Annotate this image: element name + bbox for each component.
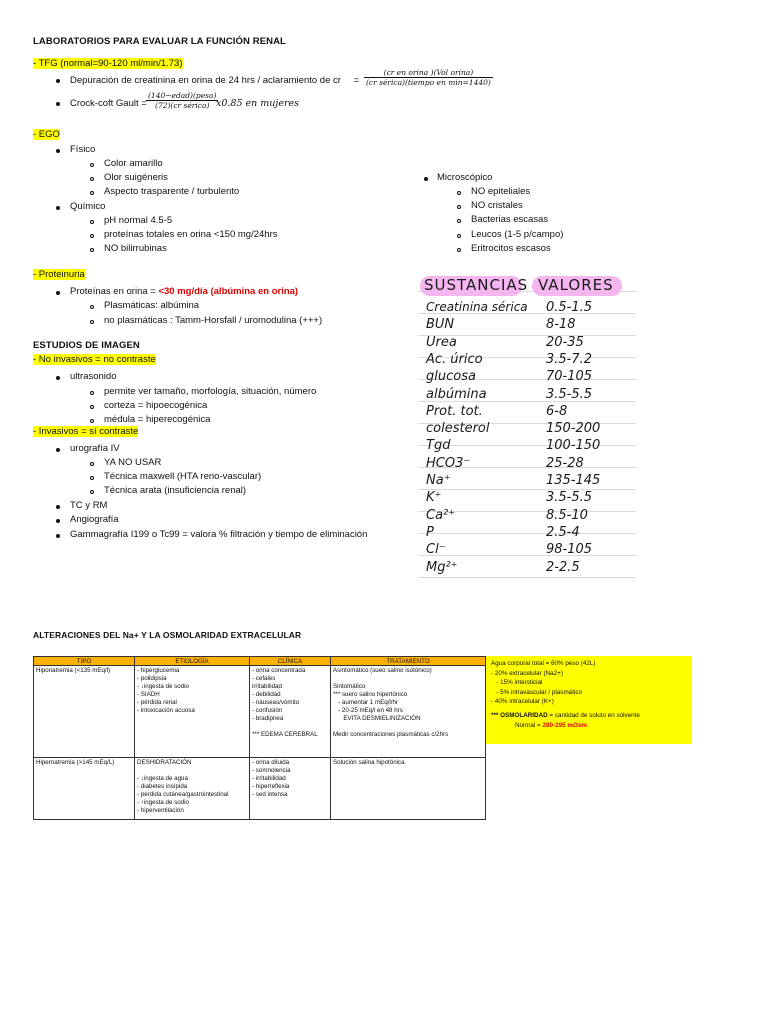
bullet bbox=[56, 79, 60, 83]
section-title-na: ALTERACIONES DEL Na+ Y LA OSMOLARIDAD EXTRACELULAR bbox=[33, 630, 302, 640]
proteinuria-item: no plasmáticas : Tamm-Horsfall / uromodulina (+++) bbox=[104, 315, 323, 326]
imagen-other: TC y RM bbox=[70, 500, 108, 511]
col-header: TRATAMIENTO bbox=[331, 657, 486, 666]
note-line: *** OSMOLARIDAD = cantidad de soluto en solvente bbox=[491, 711, 640, 719]
cell-line: - ↓ingesta de agua bbox=[137, 775, 188, 782]
micro-label: Microscópico bbox=[437, 172, 493, 183]
cockcroft-gault-label: Crock-coft Gault = bbox=[70, 98, 147, 109]
cell-line: - bradipnea bbox=[252, 715, 284, 722]
hw-substance: BUN bbox=[426, 317, 455, 333]
hw-value: 98-105 bbox=[546, 542, 593, 558]
imagen-other: Gammagrafía I199 o Tc99 = valora % filtración y tiempo de eliminación bbox=[70, 529, 368, 540]
note-line: - 40% intracelular (K+) bbox=[491, 698, 554, 706]
cell-line: DESHIDRATACIÓN bbox=[137, 759, 192, 766]
sub-bullet bbox=[90, 177, 94, 181]
sub-bullet bbox=[457, 234, 461, 238]
cell-line: EVITA DESMIELINIZACIÓN bbox=[333, 715, 421, 722]
cell-line: - intoxicación acuosa bbox=[137, 707, 195, 714]
hw-substance: Na⁺ bbox=[426, 473, 451, 488]
cell-line: - polidipsia bbox=[137, 675, 167, 682]
micro-item: NO epiteliales bbox=[471, 186, 531, 197]
cell-line: - 20-25 mEq/l en 48 hrs bbox=[333, 707, 403, 714]
cell-line: Asintomático (sueo salino isotónico) bbox=[333, 667, 432, 674]
cell-line: *** EDEMA CEREBRAL bbox=[252, 731, 318, 738]
cell-line: - sed intensa bbox=[252, 791, 288, 798]
cell-line: - orina concentrada bbox=[252, 667, 306, 674]
ultrasonido-label: ultrasonido bbox=[70, 371, 117, 382]
bullet bbox=[56, 206, 60, 210]
sub-bullet bbox=[90, 462, 94, 466]
quimico-label: Químico bbox=[70, 201, 106, 212]
hw-value: 0.5-1.5 bbox=[546, 300, 593, 315]
hw-substance: K⁺ bbox=[426, 490, 442, 506]
sodium-alterations-table bbox=[33, 656, 486, 820]
hw-substance: Cl⁻ bbox=[426, 542, 446, 558]
cell-line bbox=[137, 767, 247, 775]
col-header: TIPO bbox=[34, 657, 135, 666]
hw-substance: Ca²⁺ bbox=[426, 507, 456, 523]
section-title-imagen: ESTUDIOS DE IMAGEN bbox=[33, 340, 140, 351]
cell-line: Medir concentraciones plasmáticas c/2hrs bbox=[333, 731, 449, 738]
tfg-heading: - TFG (normal=90-120 ml/min/1.73) bbox=[33, 58, 183, 69]
hw-value: 8.5-10 bbox=[546, 507, 588, 523]
cell-line: - ↓ingesta de sodio bbox=[137, 683, 189, 690]
handwritten-lab-values-photo bbox=[418, 270, 636, 580]
us-item: médula = hiperecogénica bbox=[104, 414, 211, 425]
cell-line: - orina diluida bbox=[252, 759, 290, 766]
cell-line: - confusión bbox=[252, 707, 283, 714]
cell-line: - ↑ingesta de sodio bbox=[137, 799, 189, 806]
hw-value: 20-35 bbox=[546, 334, 584, 350]
hw-substance: Ac. úrico bbox=[426, 351, 483, 367]
cell-line bbox=[252, 723, 328, 731]
hw-substance: Tgd bbox=[426, 438, 451, 454]
hw-value: 25-28 bbox=[546, 455, 584, 471]
sub-bullet bbox=[90, 248, 94, 252]
hw-substance: glucosa bbox=[426, 369, 476, 385]
us-item: permite ver tamaño, morfología, situación, número bbox=[104, 386, 317, 397]
sub-bullet bbox=[90, 305, 94, 309]
cell-line: irritabilidad bbox=[252, 683, 282, 690]
micro-item: NO cristales bbox=[471, 200, 523, 211]
cell-line: - irritabilidad bbox=[252, 775, 286, 782]
urografia-label: urografía IV bbox=[70, 443, 120, 454]
us-item: corteza = hipoecogénica bbox=[104, 400, 208, 411]
bullet bbox=[424, 177, 428, 181]
cell-tipo: Hipernatremia (>145 mEq/L) bbox=[34, 758, 135, 820]
clearance-fraction: $\frac{\text{(cr en orina )(Vol orina)}}{\text{(cr sérica)(tiempo en min=1440)}}$ bbox=[366, 68, 491, 87]
cell-clinica bbox=[250, 758, 331, 820]
cell-line: Sintomático bbox=[333, 683, 366, 690]
cell-line bbox=[333, 723, 483, 731]
micro-item: Eritrocitos escasos bbox=[471, 243, 551, 254]
micro-item: Bacterias escasas bbox=[471, 214, 549, 225]
no-invasivos-heading: - No invasivos = no contraste bbox=[33, 354, 156, 365]
note-line: Normal = 280-295 mOsm bbox=[515, 721, 587, 729]
hw-substance: Mg²⁺ bbox=[426, 559, 458, 575]
cell-tratamiento bbox=[331, 666, 486, 758]
bullet bbox=[56, 448, 60, 452]
cell-line: - pérdida renal bbox=[137, 699, 177, 706]
sub-bullet bbox=[90, 490, 94, 494]
col-header: CLÍNICA bbox=[250, 657, 331, 666]
bullet bbox=[56, 102, 60, 106]
sub-bullet bbox=[90, 405, 94, 409]
uro-item: Técnica maxwell (HTA reno-vascular) bbox=[104, 471, 262, 482]
sub-bullet bbox=[457, 248, 461, 252]
cell-line: Solución salina hipotónica bbox=[333, 759, 405, 766]
bullet bbox=[56, 376, 60, 380]
note-line: Agua corporal total = 60% peso (42L) bbox=[491, 660, 596, 667]
bullet bbox=[56, 505, 60, 509]
sub-bullet bbox=[90, 191, 94, 195]
fisico-item: Aspecto trasparente / turbulento bbox=[104, 186, 240, 197]
uro-item: YA NO USAR bbox=[104, 457, 162, 468]
quimico-item: NO bilirrubinas bbox=[104, 243, 167, 254]
bullet bbox=[56, 534, 60, 538]
cockcroft-fraction: $\frac{\text{(140−edad)(peso)}}{\text{(72)(cr sérica)}}$ bbox=[148, 91, 217, 110]
cell-clinica bbox=[250, 666, 331, 758]
fisico-label: Físico bbox=[70, 144, 96, 155]
cell-line: - hiperventilación bbox=[137, 807, 184, 814]
bullet bbox=[56, 519, 60, 523]
cell-line: - debilidad bbox=[252, 691, 281, 698]
sub-bullet bbox=[90, 320, 94, 324]
quimico-item: pH normal 4.5-5 bbox=[104, 215, 173, 226]
cell-line: - pérdida cutánea/gastrointestinal bbox=[137, 791, 229, 798]
quimico-item: proteínas totales en orina <150 mg/24hrs bbox=[104, 229, 278, 240]
hw-substance: Urea bbox=[426, 334, 457, 350]
table-row bbox=[34, 666, 486, 758]
sub-bullet bbox=[90, 391, 94, 395]
sub-bullet bbox=[90, 419, 94, 423]
table-row bbox=[34, 758, 486, 820]
hw-value: 8-18 bbox=[546, 317, 576, 333]
cell-line: *** suero salino hipertónico bbox=[333, 691, 408, 698]
tfg-bullet-1: Depuración de creatinina en orina de 24 hrs / aclaramiento de cr = bbox=[70, 75, 360, 86]
hw-value: 3.5-5.5 bbox=[546, 490, 593, 506]
sub-bullet bbox=[90, 163, 94, 167]
hw-value: 100-150 bbox=[546, 438, 601, 454]
hw-value: 3.5-7.2 bbox=[546, 351, 593, 367]
fisico-item: Olor suigéneris bbox=[104, 172, 168, 183]
sub-bullet bbox=[90, 476, 94, 480]
invasivos-heading: - Invasivos = sí contraste bbox=[33, 426, 139, 437]
micro-item: Leucos (1-5 p/campo) bbox=[471, 229, 564, 240]
hw-value: 3.5-5.5 bbox=[546, 386, 593, 402]
hw-substance: P bbox=[426, 524, 434, 540]
hw-substance: Creatinina sérica bbox=[426, 300, 528, 314]
cell-line: - hiperreflexia bbox=[252, 783, 290, 790]
note-line: - 5% intravascular / plasmático bbox=[491, 688, 582, 696]
sub-bullet bbox=[90, 234, 94, 238]
uro-item: Técnica arata (insuficiencia renal) bbox=[104, 485, 247, 496]
imagen-other: Angiografía bbox=[70, 514, 119, 525]
hw-substance: HCO3⁻ bbox=[426, 455, 471, 471]
cell-etiologia bbox=[135, 758, 250, 820]
cell-line: - náuseas/vómito bbox=[252, 699, 300, 706]
section-title-renal: LABORATORIOS PARA EVALUAR LA FUNCIÓN RENAL bbox=[33, 36, 286, 47]
cell-line: - SIADH bbox=[137, 691, 160, 698]
fisico-item: Color amarillo bbox=[104, 158, 163, 169]
sub-bullet bbox=[457, 191, 461, 195]
cell-line bbox=[333, 675, 483, 683]
note-line: - 20% extracelular (Na2+) bbox=[491, 669, 563, 677]
bullet bbox=[56, 149, 60, 153]
ego-heading: - EGO bbox=[33, 129, 60, 140]
cell-line: - somnolencia bbox=[252, 767, 291, 774]
hw-substance: colesterol bbox=[426, 421, 490, 437]
hw-header-valores: VALORES bbox=[538, 276, 614, 294]
cell-line: - aumentar 1 mEq/l/hr bbox=[333, 699, 398, 706]
hw-value: 150-200 bbox=[546, 421, 601, 437]
bullet bbox=[56, 291, 60, 295]
sub-bullet bbox=[457, 205, 461, 209]
hw-substance: Prot. tot. bbox=[426, 403, 483, 419]
hw-header-sustancias: SUSTANCIAS bbox=[424, 276, 529, 294]
hw-substance: albúmina bbox=[426, 386, 487, 402]
hw-value: 2-2.5 bbox=[546, 559, 580, 575]
cell-tipo: Hiponatremia (<135 mEq/l) bbox=[34, 666, 135, 758]
note-line: - 15% intersticial bbox=[491, 679, 543, 687]
col-header: ETIOLOGÍA bbox=[135, 657, 250, 666]
hw-value: 2.5-4 bbox=[546, 524, 580, 540]
sub-bullet bbox=[457, 219, 461, 223]
hw-value: 6-8 bbox=[546, 403, 568, 419]
cockcroft-tail: x0.85 en mujeres bbox=[216, 98, 300, 109]
cell-etiologia bbox=[135, 666, 250, 758]
cell-line: - diabetes insípida bbox=[137, 783, 188, 790]
cell-tratamiento bbox=[331, 758, 486, 820]
proteinuria-bullet: Proteínas en orina = <30 mg/día (albúmina en orina) bbox=[70, 286, 299, 297]
hw-value: 135-145 bbox=[546, 473, 601, 488]
sub-bullet bbox=[90, 220, 94, 224]
hw-value: 70-105 bbox=[546, 369, 593, 385]
body-water-note bbox=[486, 656, 692, 744]
proteinuria-heading: - Proteinuria bbox=[33, 269, 85, 280]
cell-line: - cefales bbox=[252, 675, 276, 682]
cell-line: - hiperglucemia bbox=[137, 667, 180, 674]
proteinuria-item: Plasmáticas: albúmina bbox=[104, 300, 200, 311]
